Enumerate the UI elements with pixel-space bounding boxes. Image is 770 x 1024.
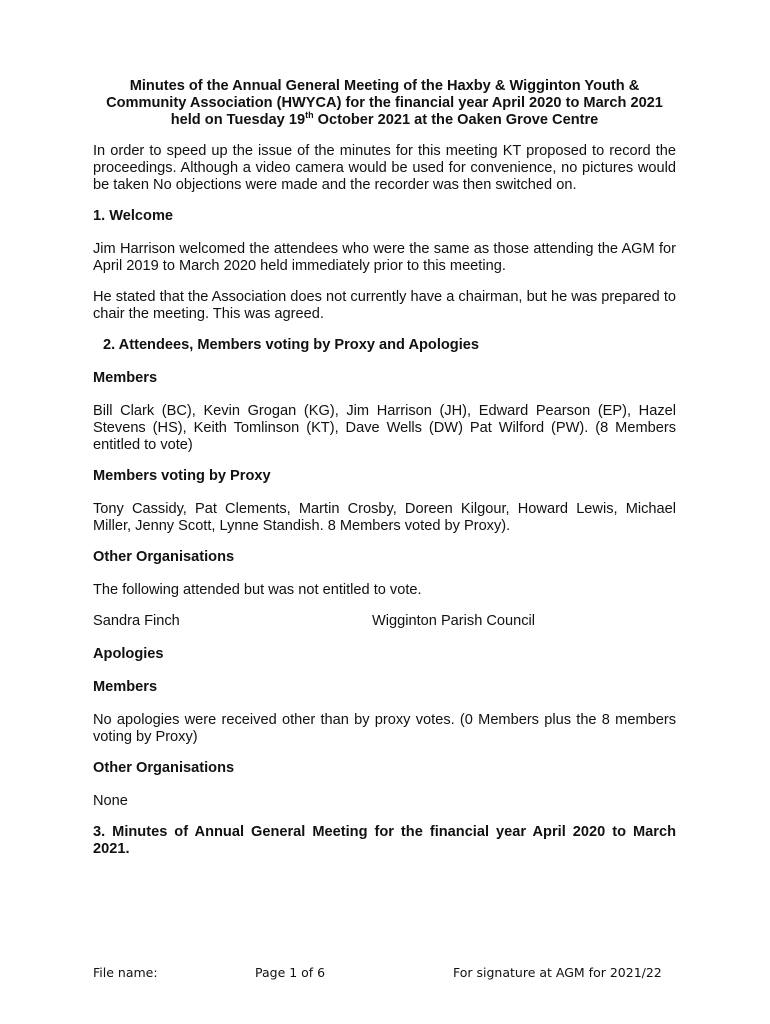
section-2-heading: 2. Attendees, Members voting by Proxy and Apologies (103, 337, 480, 353)
proxy-heading: Members voting by Proxy (93, 468, 271, 484)
attendee-organisation: Wigginton Parish Council (372, 613, 536, 629)
footer-page-number: Page 1 of 6 (255, 965, 326, 980)
apologies-other-paragraph: None (93, 793, 128, 809)
welcome-paragraph-1: Jim Harrison welcomed the attendees who were the same as those attending the AGM for April 2019 to March 2020 held immediately prior to this meeting. (93, 241, 676, 274)
title-superscript: th (305, 110, 314, 121)
members-paragraph: Bill Clark (BC), Kevin Grogan (KG), Jim Harrison (JH), Edward Pearson (EP), Hazel Stevens (HS), Keith Tomlinson (KT), Dave Wells (DW) Pat Wilford (PW). (8 Members entitled to vote) (93, 403, 676, 453)
footer-file-name: File name: (93, 965, 158, 980)
footer-signature-note: For signature at AGM for 2021/22 (453, 965, 662, 980)
attendee-name: Sandra Finch (93, 613, 180, 629)
document-title (93, 78, 676, 129)
other-organisations-heading: Other Organisations (93, 549, 235, 565)
apologies-heading: Apologies (93, 646, 164, 662)
title-text: Minutes of the Annual General Meeting of the Haxby & Wigginton Youth & Community Association (HWYCA) for the financial year April 2020 to March 2021 held on Tuesday 19 (106, 78, 663, 128)
intro-paragraph: In order to speed up the issue of the minutes for this meeting KT proposed to record the proceedings. Although a video camera would be used for convenience, no pictures would be taken No objections were made and the recorder was then switched on. (93, 143, 676, 193)
section-1-heading: 1. Welcome (93, 208, 174, 224)
members-heading: Members (93, 370, 158, 386)
apologies-members-paragraph: No apologies were received other than by proxy votes. (0 Members plus the 8 members voting by Proxy) (93, 712, 676, 745)
other-organisation-row (93, 613, 676, 630)
other-organisations-paragraph: The following attended but was not entitled to vote. (93, 582, 422, 598)
proxy-paragraph: Tony Cassidy, Pat Clements, Martin Crosby, Doreen Kilgour, Howard Lewis, Michael Miller, Jenny Scott, Lynne Standish. 8 Members voted by Proxy). (93, 501, 676, 534)
title-text-end: October 2021 at the Oaken Grove Centre (313, 112, 599, 128)
apologies-members-heading: Members (93, 679, 158, 695)
apologies-other-heading: Other Organisations (93, 760, 235, 776)
section-3-heading: 3. Minutes of Annual General Meeting for the financial year April 2020 to March 2021. (93, 824, 676, 857)
welcome-paragraph-2: He stated that the Association does not currently have a chairman, but he was prepared to chair the meeting. This was agreed. (93, 289, 676, 322)
document-body (93, 78, 676, 872)
